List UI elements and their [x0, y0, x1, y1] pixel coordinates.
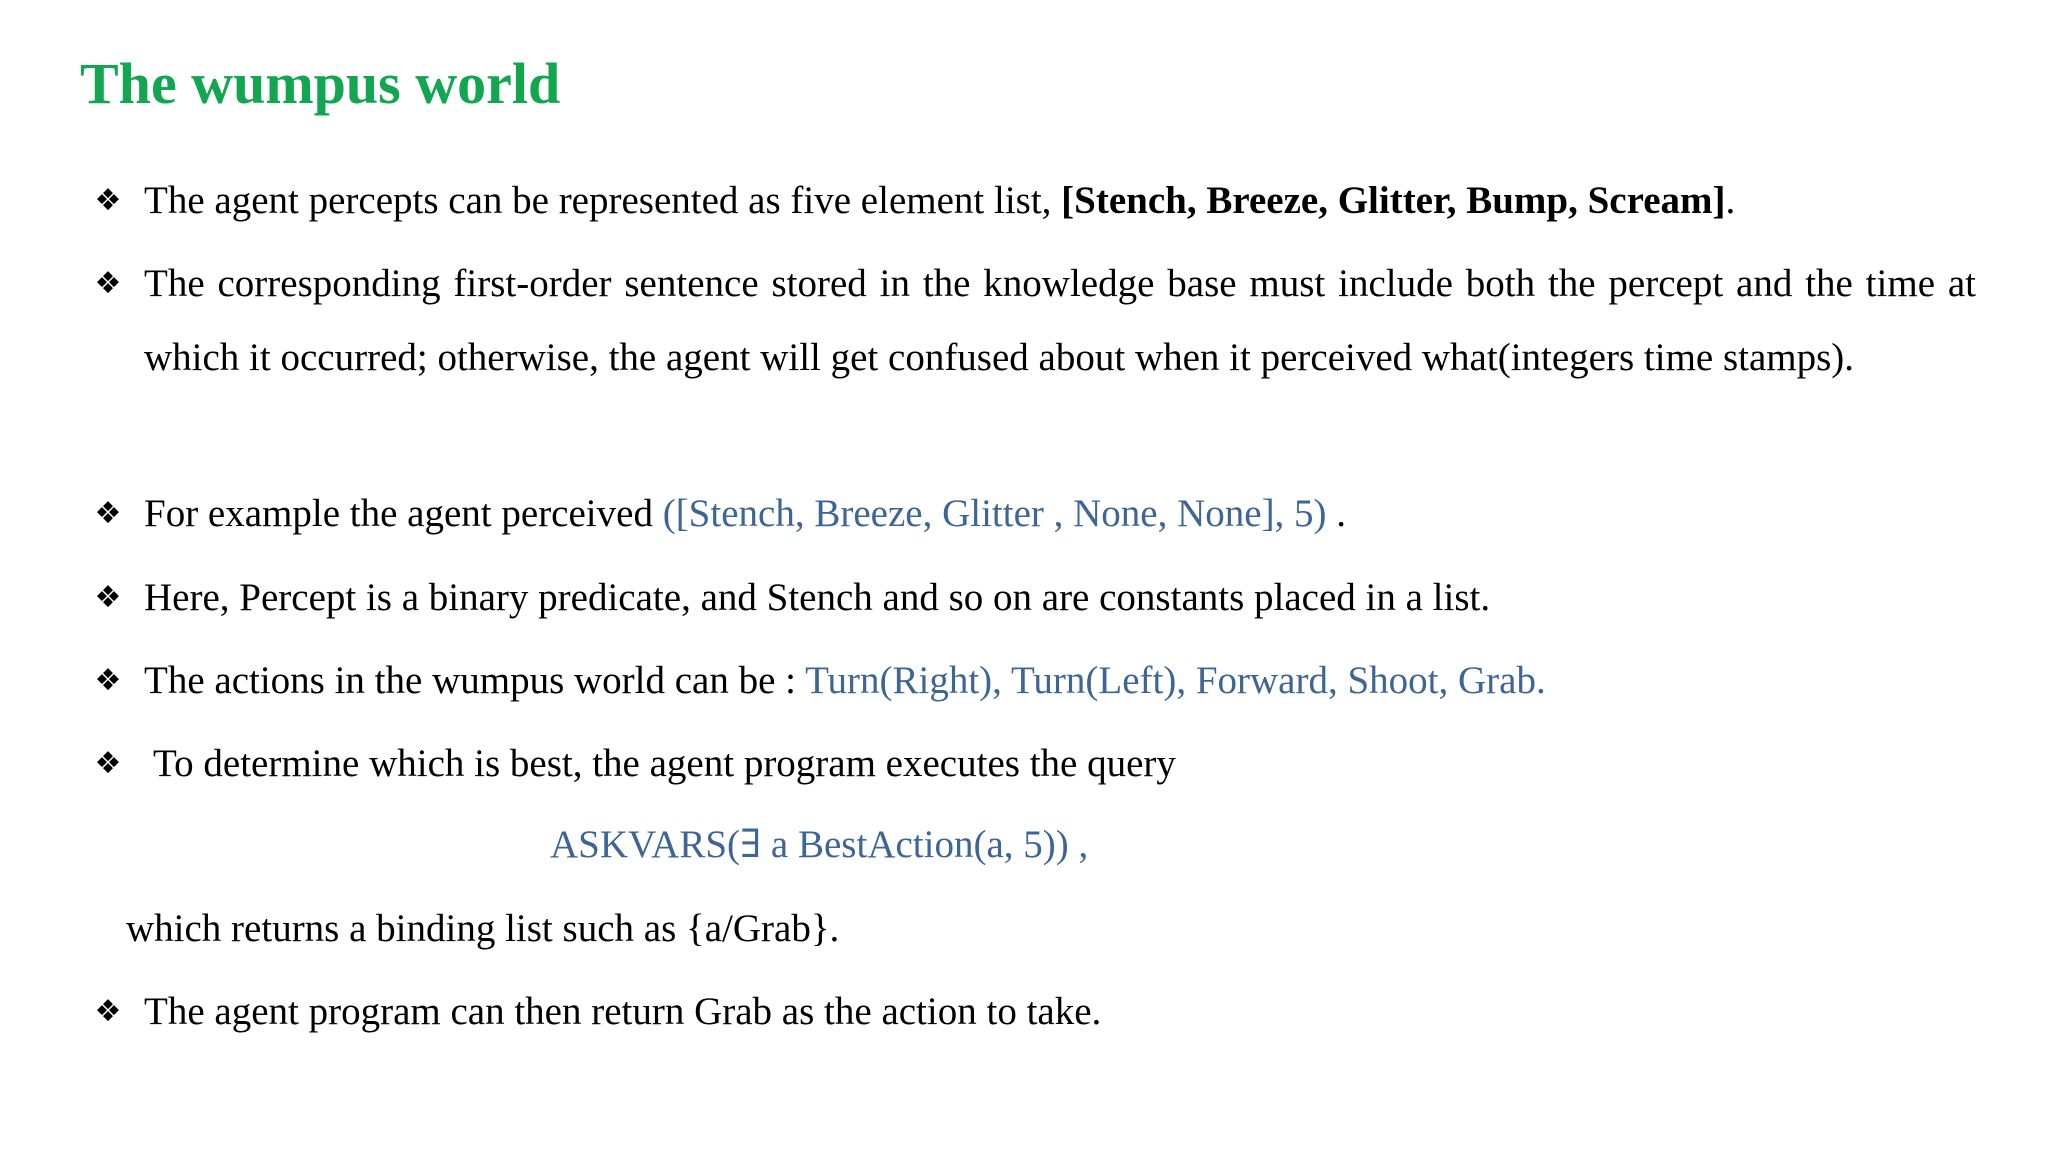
diamond-bullet-icon: ❖ — [94, 580, 122, 615]
bullet-text: The corresponding first-order sentence stored in the knowledge base must include both the percept and the time at which it occurred; otherwise, the agent will get confused about when it perceived what(integers time stamps). — [144, 262, 1976, 379]
bullet-text: Here, Percept is a binary predicate, and Stench and so on are constants placed in a list. — [144, 576, 1491, 619]
bullet-text: For example the agent perceived ([Stench, Breeze, Glitter , None, None], 5) . — [144, 492, 1347, 535]
diamond-bullet-icon: ❖ — [94, 266, 122, 301]
diamond-bullet-icon: ❖ — [94, 663, 122, 698]
diamond-bullet-icon: ❖ — [94, 496, 122, 531]
binding-list-text: which returns a binding list such as {a/Grab}. — [126, 907, 840, 950]
slide-title: The wumpus world — [80, 51, 561, 116]
diamond-bullet-icon: ❖ — [94, 183, 122, 218]
diamond-bullet-icon: ❖ — [94, 746, 122, 781]
bullet-item-predicate — [86, 561, 1976, 635]
percept-list: [Stench, Breeze, Glitter, Bump, Scream] — [1061, 179, 1726, 222]
bullet-item-query — [86, 727, 1976, 801]
percept-example: ([Stench, Breeze, Glitter , None, None], 5) — [662, 492, 1327, 535]
bullet-item-return-action — [86, 975, 1976, 1049]
diamond-bullet-icon: ❖ — [94, 994, 122, 1029]
bullet-item-example — [86, 477, 1976, 551]
bullet-text: The agent percepts can be represented as five element list, [Stench, Breeze, Glitter, Bump, Scream]. — [144, 179, 1736, 222]
bullet-item-first-order-sentence — [86, 247, 1976, 395]
bullet-text: To determine which is best, the agent program executes the query — [144, 742, 1176, 785]
bullet-item-actions — [86, 644, 1976, 718]
askvars-query: ASKVARS(∃ a BestAction(a, 5)) , — [550, 823, 1089, 866]
actions-list: Turn(Right), Turn(Left), Forward, Shoot, Grab. — [805, 659, 1546, 702]
bullet-text: The agent program can then return Grab as the action to take. — [144, 990, 1102, 1033]
bullet-item-percepts — [86, 164, 1976, 238]
bullet-text: The actions in the wumpus world can be : Turn(Right), Turn(Left), Forward, Shoot, Grab. — [144, 659, 1546, 702]
